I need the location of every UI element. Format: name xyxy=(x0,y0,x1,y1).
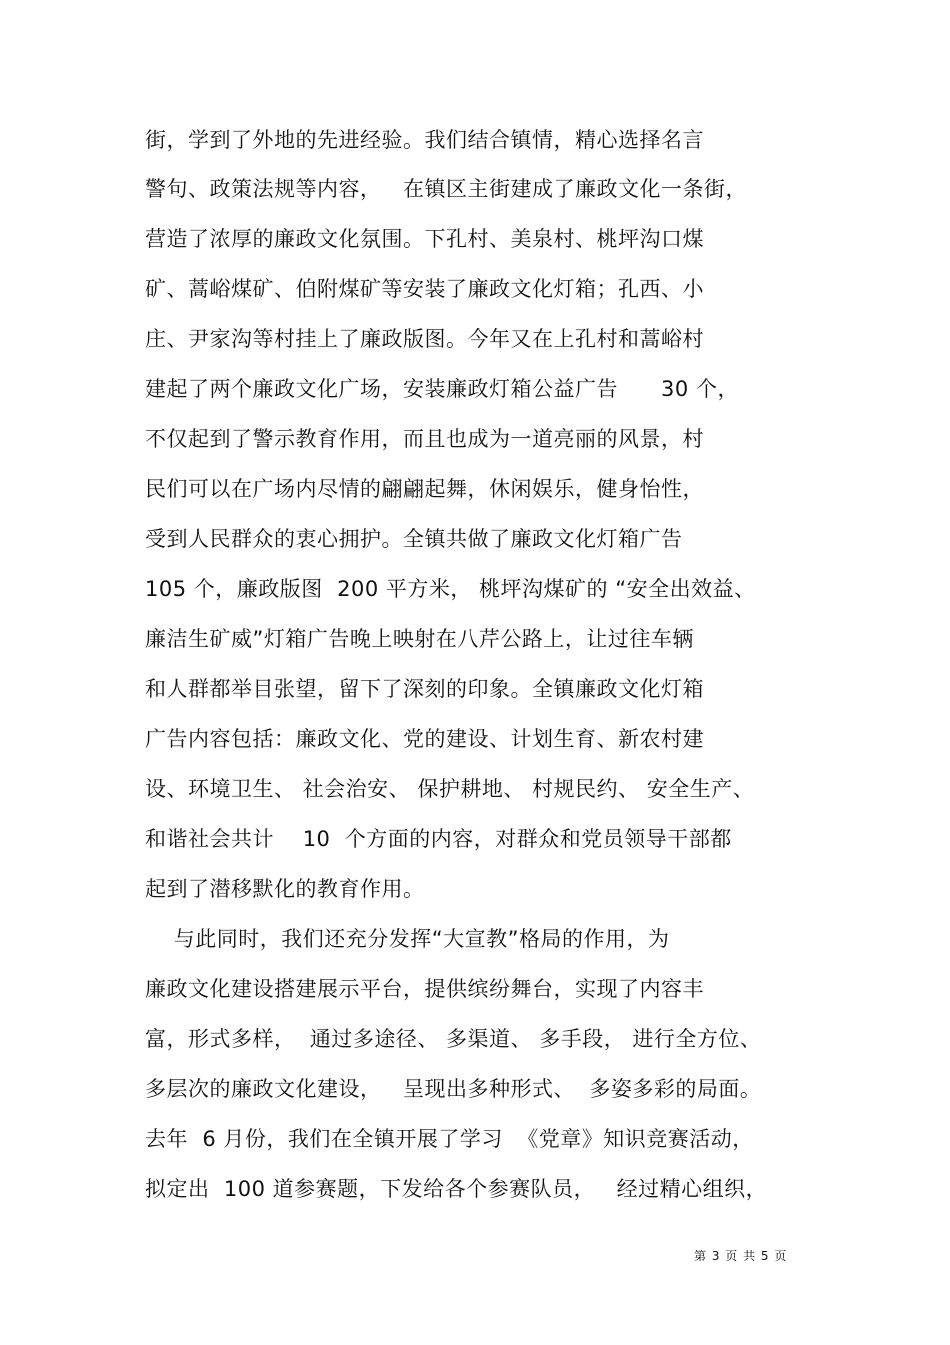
text-line: 拟定出 100 道参赛题，下发给各个参赛队员， 经过精心组织， xyxy=(145,1177,768,1201)
page-number: 第 3 页 共 5 页 xyxy=(694,1249,788,1263)
text-line: 警句、政策法规等内容， 在镇区主街建成了廉政文化一条街， xyxy=(145,177,748,201)
text-line: 营造了浓厚的廉政文化氛围。下孔村、美泉村、桃坪沟口煤 xyxy=(145,227,704,251)
text-line: 起到了潜移默化的教育作用。 xyxy=(145,877,425,901)
text-line: 广告内容包括：廉政文化、党的建设、计划生育、新农村建 xyxy=(145,727,704,751)
text-line: 和谐社会共计 10 个方面的内容，对群众和党员领导干部都 xyxy=(145,827,732,851)
text-line: 富，形式多样， 通过多途径、 多渠道、 多手段， 进行全方位、 xyxy=(145,1027,762,1051)
text-line: 多层次的廉政文化建设， 呈现出多种形式、 多姿多彩的局面。 xyxy=(145,1077,762,1101)
text-line: 矿、蒿峪煤矿、伯附煤矿等安装了廉政文化灯箱；孔西、小 xyxy=(145,277,704,301)
text-line: 民们可以在广场内尽情的翩翩起舞，休闲娱乐，健身怡性， xyxy=(145,477,704,501)
text-line: 庄、尹家沟等村挂上了廉政版图。今年又在上孔村和蒿峪村 xyxy=(145,327,704,351)
text-line: 廉政文化建设搭建展示平台，提供缤纷舞台，实现了内容丰 xyxy=(145,977,704,1001)
text-line: 和人群都举目张望，留下了深刻的印象。全镇廉政文化灯箱 xyxy=(145,677,704,701)
text-line: 105 个，廉政版图 200 平方米， 桃坪沟煤矿的 “安全出效益、 xyxy=(145,577,756,601)
text-line: 去年 6 月份，我们在全镇开展了学习 《党章》知识竞赛活动， xyxy=(145,1127,754,1151)
text-line: 受到人民群众的衷心拥护。全镇共做了廉政文化灯箱广告 xyxy=(145,527,683,551)
text-line: 廉洁生矿威”灯箱广告晚上映射在八芹公路上，让过往车辆 xyxy=(145,627,694,651)
text-line: 与此同时，我们还充分发挥“大宣教”格局的作用，为 xyxy=(145,927,670,951)
text-line: 建起了两个廉政文化广场，安装廉政灯箱公益广告 30 个， xyxy=(145,377,739,401)
text-line: 不仅起到了警示教育作用，而且也成为一道亮丽的风景，村 xyxy=(145,427,704,451)
text-line: 设、环境卫生、 社会治安、 保护耕地、 村规民约、 安全生产、 xyxy=(145,777,755,801)
text-line: 街，学到了外地的先进经验。我们结合镇情，精心选择名言 xyxy=(145,128,704,152)
